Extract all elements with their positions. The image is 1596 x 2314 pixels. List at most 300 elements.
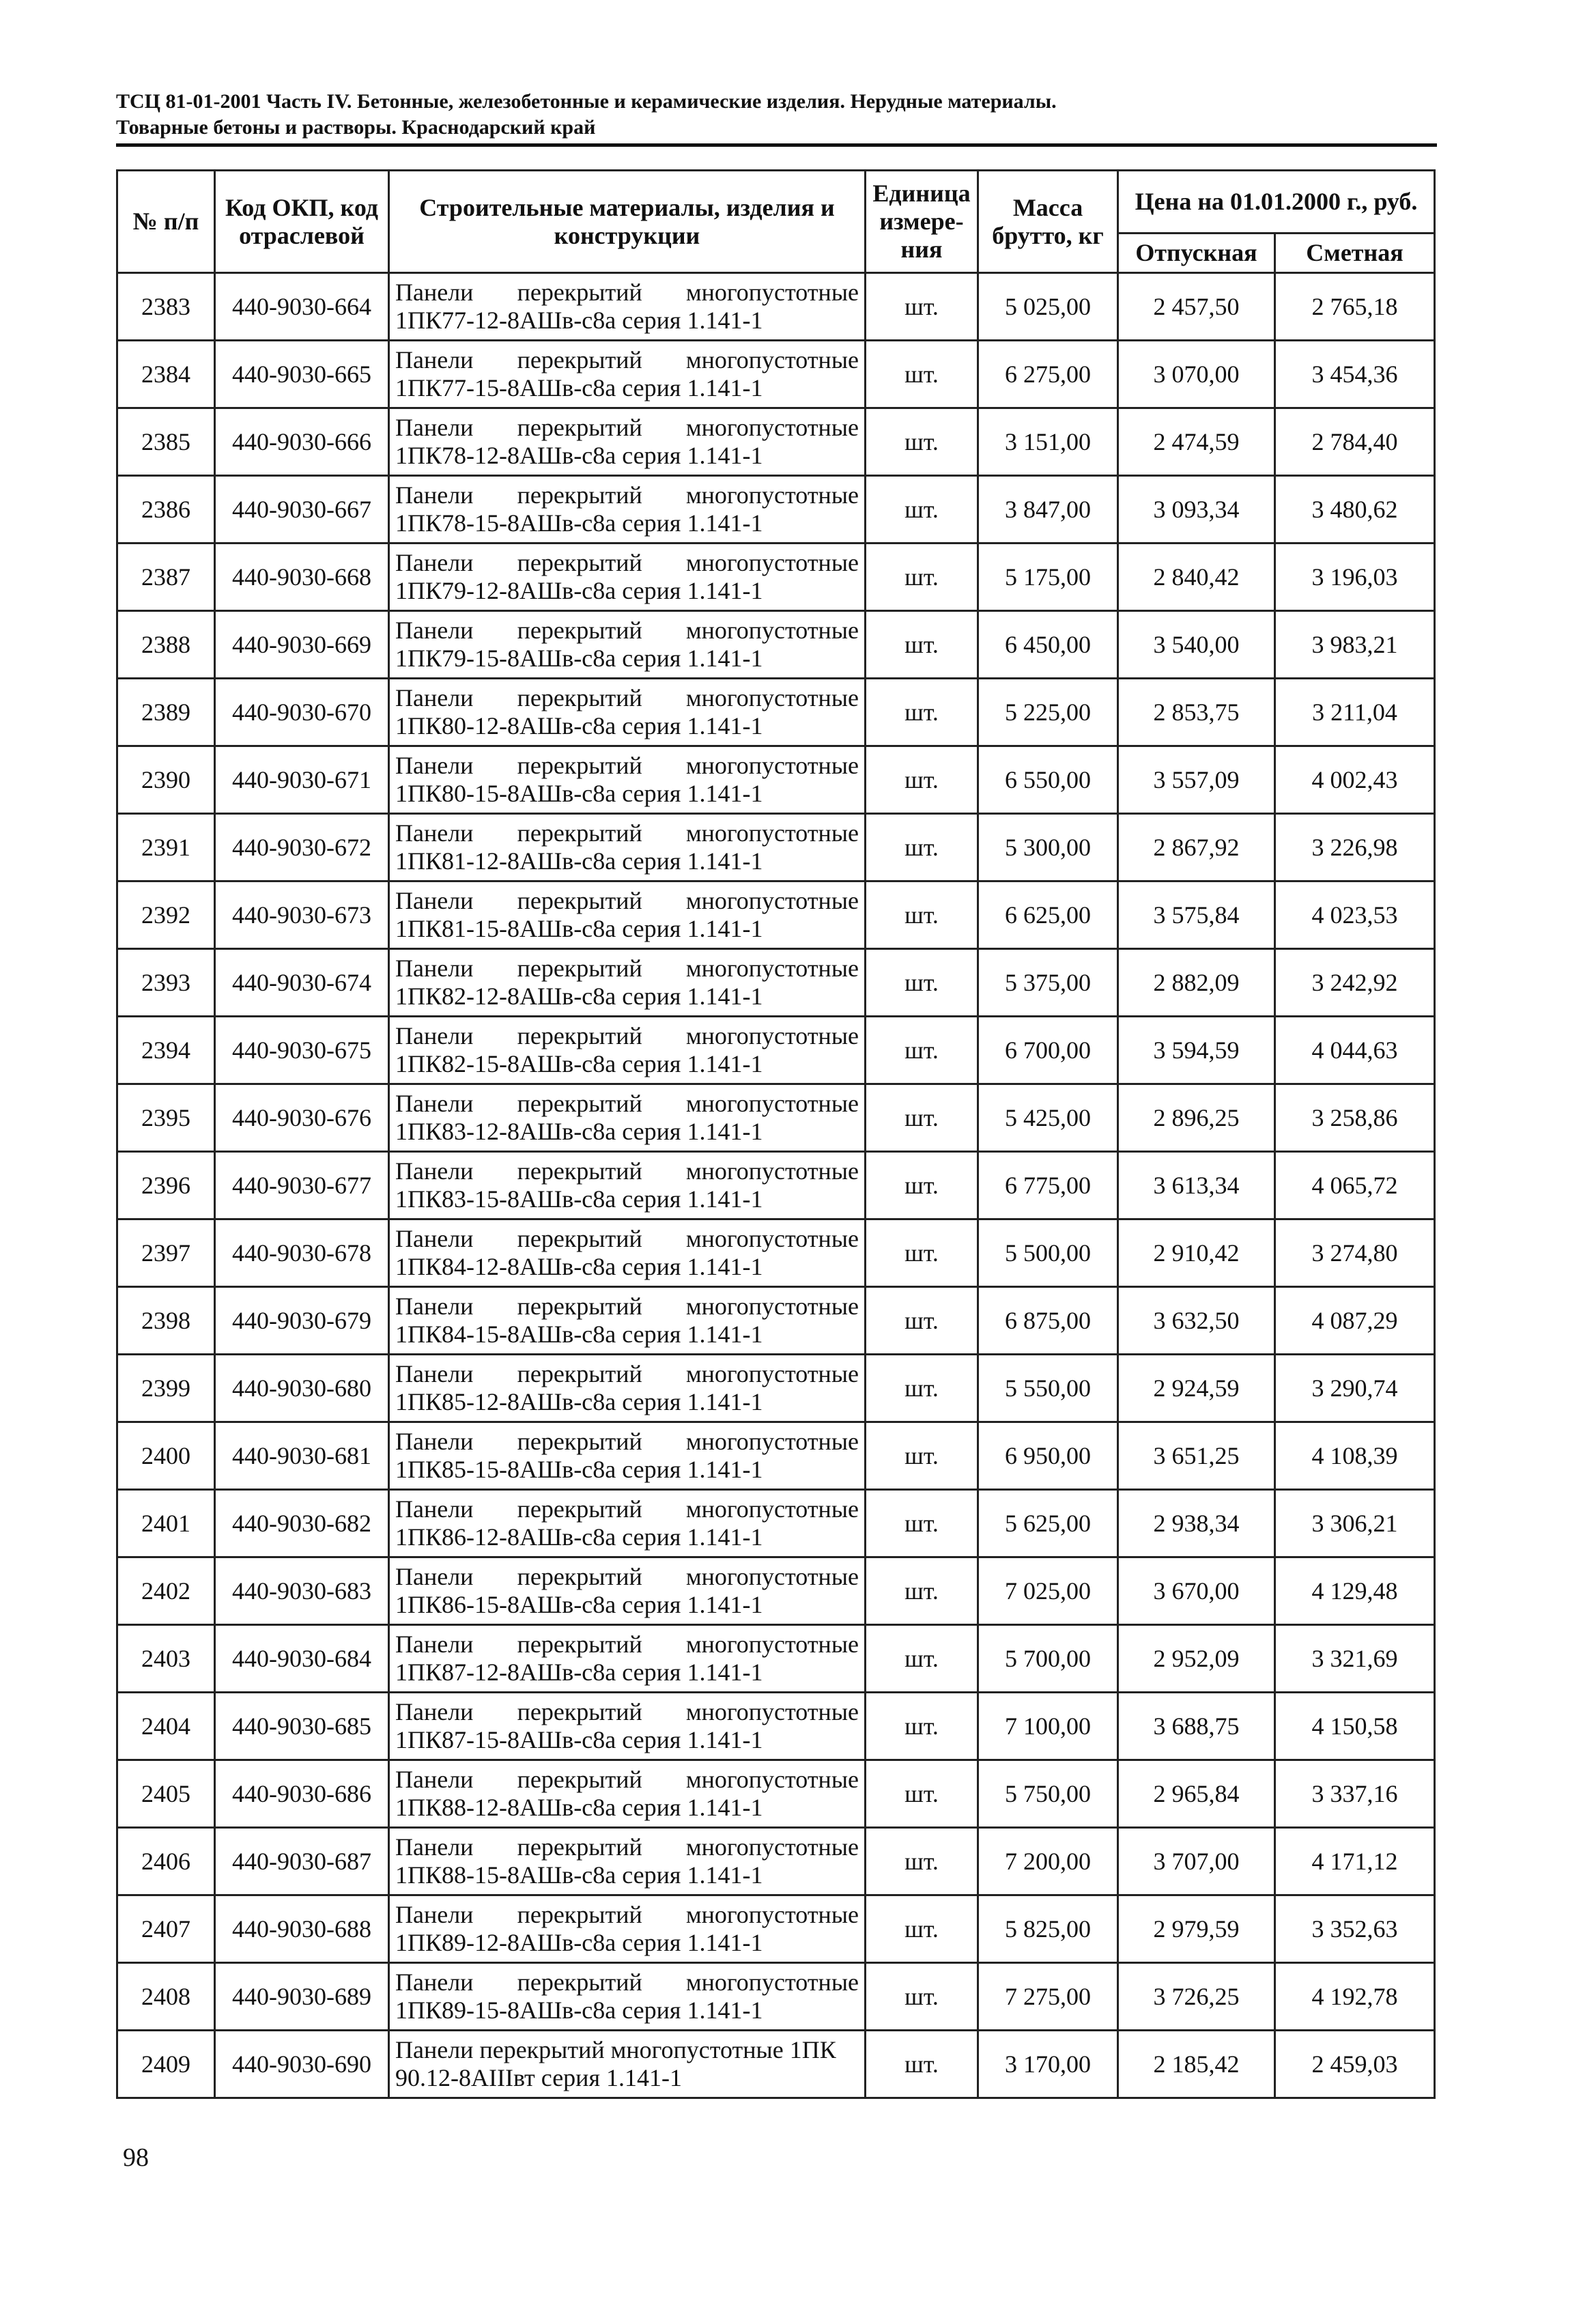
- row-mass: 5 300,00: [978, 814, 1118, 881]
- material-word-1: Панели: [395, 752, 474, 779]
- material-line-1: [395, 2036, 859, 2064]
- table-row: [117, 2031, 1435, 2098]
- material-word-2: перекрытий: [517, 1293, 642, 1320]
- row-unit: шт.: [866, 341, 978, 408]
- row-okp-code: 440-9030-667: [215, 476, 389, 544]
- row-material: [389, 273, 866, 341]
- row-unit: шт.: [866, 1084, 978, 1152]
- row-number: 2401: [117, 1490, 215, 1557]
- material-line-1: [395, 1631, 859, 1659]
- material-word-1: Панели: [395, 1022, 474, 1049]
- material-line-1: [395, 684, 859, 712]
- material-word-1: Панели: [395, 617, 474, 644]
- row-release-price: 2 938,34: [1118, 1490, 1275, 1557]
- material-word-2: перекрытий: [517, 1563, 642, 1590]
- row-release-price: 2 867,92: [1118, 814, 1275, 881]
- row-mass: 6 275,00: [978, 341, 1118, 408]
- row-mass: 6 625,00: [978, 881, 1118, 949]
- material-line-2: 1ПК83-12-8АШв-с8а серия 1.141-1: [395, 1118, 763, 1145]
- table-row: [117, 1760, 1435, 1828]
- material-word-1: Панели: [395, 1495, 474, 1523]
- material-line-1: [395, 1698, 859, 1726]
- material-word-1: Панели: [395, 1563, 474, 1590]
- row-estimate-price: 4 065,72: [1275, 1152, 1435, 1219]
- material-word-2: перекрытий: [517, 887, 642, 914]
- material-line-2: 1ПК77-15-8АШв-с8а серия 1.141-1: [395, 374, 763, 401]
- row-material: [389, 408, 866, 476]
- material-word-1: Панели: [395, 1225, 474, 1252]
- row-estimate-price: 3 352,63: [1275, 1895, 1435, 1963]
- row-unit: шт.: [866, 611, 978, 679]
- row-number: 2394: [117, 1017, 215, 1084]
- header-estimate-price: Сметная: [1275, 234, 1435, 273]
- table-row: [117, 1557, 1435, 1625]
- row-number: 2395: [117, 1084, 215, 1152]
- material-word-1: Панели: [395, 1090, 474, 1117]
- row-unit: шт.: [866, 881, 978, 949]
- row-okp-code: 440-9030-678: [215, 1219, 389, 1287]
- row-okp-code: 440-9030-689: [215, 1963, 389, 2031]
- material-line-1: [395, 1563, 859, 1591]
- row-number: 2409: [117, 2031, 215, 2098]
- row-material: [389, 1963, 866, 2031]
- row-okp-code: 440-9030-686: [215, 1760, 389, 1828]
- material-line-1: [395, 481, 859, 509]
- row-okp-code: 440-9030-688: [215, 1895, 389, 1963]
- row-release-price: 2 924,59: [1118, 1355, 1275, 1422]
- row-mass: 5 225,00: [978, 679, 1118, 746]
- header-unit: Единица измере-ния: [866, 171, 978, 273]
- material-line-2: 1ПК80-12-8АШв-с8а серия 1.141-1: [395, 712, 763, 739]
- row-release-price: 3 557,09: [1118, 746, 1275, 814]
- table-row: [117, 1017, 1435, 1084]
- material-word-3: многопустотные: [685, 819, 859, 847]
- row-unit: шт.: [866, 746, 978, 814]
- row-release-price: 2 457,50: [1118, 273, 1275, 341]
- row-okp-code: 440-9030-674: [215, 949, 389, 1017]
- row-mass: 5 375,00: [978, 949, 1118, 1017]
- row-unit: шт.: [866, 476, 978, 544]
- header-price: Цена на 01.01.2000 г., руб.: [1118, 171, 1435, 234]
- material-word-3: многопустотные: [685, 279, 859, 306]
- material-word-3: многопустотные: [685, 1495, 859, 1523]
- table-row: [117, 1693, 1435, 1760]
- material-word-3: многопустотные: [685, 752, 859, 779]
- row-number: 2390: [117, 746, 215, 814]
- row-okp-code: 440-9030-668: [215, 544, 389, 611]
- row-release-price: 3 070,00: [1118, 341, 1275, 408]
- material-line-2: 1ПК83-15-8АШв-с8а серия 1.141-1: [395, 1185, 763, 1213]
- table-row: [117, 1152, 1435, 1219]
- row-mass: 6 550,00: [978, 746, 1118, 814]
- header-line-1: ТСЦ 81-01-2001 Часть IV. Бетонные, железобетонные и керамические изделия. Нерудные материалы.: [116, 90, 1057, 113]
- row-okp-code: 440-9030-679: [215, 1287, 389, 1355]
- row-mass: 7 100,00: [978, 1693, 1118, 1760]
- row-mass: 7 025,00: [978, 1557, 1118, 1625]
- row-okp-code: 440-9030-675: [215, 1017, 389, 1084]
- row-estimate-price: 3 321,69: [1275, 1625, 1435, 1693]
- row-okp-code: 440-9030-676: [215, 1084, 389, 1152]
- row-unit: шт.: [866, 1017, 978, 1084]
- page-number: 98: [123, 2143, 149, 2172]
- row-material: [389, 544, 866, 611]
- material-word-1: Панели: [395, 1698, 474, 1725]
- material-line-1: [395, 1495, 859, 1523]
- row-material: [389, 881, 866, 949]
- row-unit: шт.: [866, 1625, 978, 1693]
- material-line-1: [395, 1833, 859, 1861]
- row-number: 2385: [117, 408, 215, 476]
- row-unit: шт.: [866, 1963, 978, 2031]
- material-line-2: 1ПК82-12-8АШв-с8а серия 1.141-1: [395, 983, 763, 1010]
- row-number: 2384: [117, 341, 215, 408]
- material-line-1: [395, 1360, 859, 1388]
- row-estimate-price: 4 192,78: [1275, 1963, 1435, 2031]
- row-number: 2391: [117, 814, 215, 881]
- row-release-price: 3 726,25: [1118, 1963, 1275, 2031]
- material-line-1: [395, 1022, 859, 1050]
- row-material: [389, 1152, 866, 1219]
- row-release-price: 3 540,00: [1118, 611, 1275, 679]
- row-number: 2387: [117, 544, 215, 611]
- row-number: 2386: [117, 476, 215, 544]
- material-line-1: [395, 617, 859, 645]
- material-word-1: Панели: [395, 819, 474, 847]
- material-word-2: перекрытий: [517, 1428, 642, 1455]
- row-release-price: 2 896,25: [1118, 1084, 1275, 1152]
- material-word-3: многопустотные: [685, 1022, 859, 1049]
- header-line-2: Товарные бетоны и растворы. Краснодарский край: [116, 116, 596, 139]
- material-word-3: многопустотные: [685, 955, 859, 982]
- row-number: 2397: [117, 1219, 215, 1287]
- row-unit: шт.: [866, 544, 978, 611]
- material-word-1: Панели: [395, 1969, 474, 1996]
- row-material: [389, 1219, 866, 1287]
- row-mass: 5 825,00: [978, 1895, 1118, 1963]
- row-estimate-price: 3 211,04: [1275, 679, 1435, 746]
- row-estimate-price: 3 983,21: [1275, 611, 1435, 679]
- row-mass: 6 875,00: [978, 1287, 1118, 1355]
- material-word-2: перекрытий: [517, 1766, 642, 1793]
- material-word-3: многопустотные: [685, 346, 859, 373]
- material-word-1: Панели: [395, 1157, 474, 1185]
- row-unit: шт.: [866, 1895, 978, 1963]
- row-okp-code: 440-9030-680: [215, 1355, 389, 1422]
- row-release-price: 3 575,84: [1118, 881, 1275, 949]
- row-unit: шт.: [866, 1219, 978, 1287]
- material-word-3: многопустотные: [685, 1157, 859, 1185]
- row-unit: шт.: [866, 1152, 978, 1219]
- material-word-1: Панели: [395, 1360, 474, 1387]
- row-okp-code: 440-9030-684: [215, 1625, 389, 1693]
- row-estimate-price: 4 087,29: [1275, 1287, 1435, 1355]
- row-okp-code: 440-9030-666: [215, 408, 389, 476]
- row-release-price: 3 688,75: [1118, 1693, 1275, 1760]
- row-mass: 5 175,00: [978, 544, 1118, 611]
- material-word-3: многопустотные: [685, 684, 859, 711]
- row-number: 2404: [117, 1693, 215, 1760]
- table-row: [117, 949, 1435, 1017]
- row-number: 2399: [117, 1355, 215, 1422]
- material-line-2: 1ПК87-12-8АШв-с8а серия 1.141-1: [395, 1659, 763, 1686]
- material-line-2: 1ПК79-15-8АШв-с8а серия 1.141-1: [395, 645, 763, 672]
- material-word-1: Панели: [395, 346, 474, 373]
- header-code: Код ОКП, код отраслевой: [215, 171, 389, 273]
- row-estimate-price: 3 480,62: [1275, 476, 1435, 544]
- row-mass: 5 025,00: [978, 273, 1118, 341]
- row-number: 2407: [117, 1895, 215, 1963]
- row-estimate-price: 3 274,80: [1275, 1219, 1435, 1287]
- material-line-1: [395, 1225, 859, 1253]
- table-body: [117, 273, 1435, 2098]
- row-mass: 5 500,00: [978, 1219, 1118, 1287]
- row-release-price: 3 093,34: [1118, 476, 1275, 544]
- material-word-3: многопустотные: [685, 1901, 859, 1928]
- row-estimate-price: 3 226,98: [1275, 814, 1435, 881]
- material-word-3: многопустотные: [685, 414, 859, 441]
- material-word-1: Панели: [395, 279, 474, 306]
- row-number: 2389: [117, 679, 215, 746]
- material-word-3: многопустотные: [685, 549, 859, 576]
- table-row: [117, 1828, 1435, 1895]
- material-word-3: многопустотные: [685, 1969, 859, 1996]
- material-word-3: многопустотные: [685, 1360, 859, 1387]
- material-word-1: Панели: [395, 684, 474, 711]
- row-material: [389, 679, 866, 746]
- material-word-2: перекрытий: [517, 684, 642, 711]
- row-unit: шт.: [866, 1557, 978, 1625]
- row-release-price: 2 840,42: [1118, 544, 1275, 611]
- material-word-3: многопустотные: [685, 1631, 859, 1658]
- material-word-3: многопустотные: [685, 887, 859, 914]
- row-mass: 6 950,00: [978, 1422, 1118, 1490]
- row-unit: шт.: [866, 949, 978, 1017]
- table-row: [117, 544, 1435, 611]
- row-unit: шт.: [866, 1828, 978, 1895]
- row-unit: шт.: [866, 1490, 978, 1557]
- row-estimate-price: 3 196,03: [1275, 544, 1435, 611]
- row-mass: 7 200,00: [978, 1828, 1118, 1895]
- row-material: [389, 2031, 866, 2098]
- row-estimate-price: 2 459,03: [1275, 2031, 1435, 2098]
- row-mass: 7 275,00: [978, 1963, 1118, 2031]
- material-line-2: 1ПК77-12-8АШв-с8а серия 1.141-1: [395, 307, 763, 334]
- table-row: [117, 746, 1435, 814]
- row-number: 2393: [117, 949, 215, 1017]
- material-word-3: многопустотные: [685, 1090, 859, 1117]
- row-unit: шт.: [866, 679, 978, 746]
- table-row: [117, 1895, 1435, 1963]
- row-okp-code: 440-9030-685: [215, 1693, 389, 1760]
- material-line-1: [395, 819, 859, 847]
- row-mass: 5 700,00: [978, 1625, 1118, 1693]
- row-unit: шт.: [866, 1355, 978, 1422]
- material-line-2: 1ПК86-12-8АШв-с8а серия 1.141-1: [395, 1523, 763, 1551]
- material-word-1: Панели перекрытий многопустотные 1ПК: [395, 2036, 836, 2063]
- row-mass: 5 625,00: [978, 1490, 1118, 1557]
- material-line-1: [395, 549, 859, 577]
- material-line-2: 1ПК80-15-8АШв-с8а серия 1.141-1: [395, 780, 763, 807]
- table-row: [117, 1422, 1435, 1490]
- row-number: 2402: [117, 1557, 215, 1625]
- row-unit: шт.: [866, 814, 978, 881]
- material-word-1: Панели: [395, 414, 474, 441]
- table-row: [117, 611, 1435, 679]
- row-unit: шт.: [866, 273, 978, 341]
- row-okp-code: 440-9030-690: [215, 2031, 389, 2098]
- row-material: [389, 1490, 866, 1557]
- material-word-2: перекрытий: [517, 955, 642, 982]
- material-line-2: 1ПК85-12-8АШв-с8а серия 1.141-1: [395, 1388, 763, 1415]
- row-okp-code: 440-9030-670: [215, 679, 389, 746]
- row-unit: шт.: [866, 1422, 978, 1490]
- material-word-1: Панели: [395, 481, 474, 509]
- material-line-2: 1ПК84-15-8АШв-с8а серия 1.141-1: [395, 1321, 763, 1348]
- row-estimate-price: 4 108,39: [1275, 1422, 1435, 1490]
- material-word-1: Панели: [395, 1293, 474, 1320]
- table-header: [117, 171, 1435, 273]
- row-number: 2388: [117, 611, 215, 679]
- header-rule: [116, 143, 1437, 147]
- material-line-2: 1ПК88-12-8АШв-с8а серия 1.141-1: [395, 1794, 763, 1821]
- material-word-2: перекрытий: [517, 1698, 642, 1725]
- material-word-2: перекрытий: [517, 279, 642, 306]
- material-word-1: Панели: [395, 549, 474, 576]
- row-okp-code: 440-9030-687: [215, 1828, 389, 1895]
- material-line-2: 1ПК88-15-8АШв-с8а серия 1.141-1: [395, 1861, 763, 1889]
- material-word-2: перекрытий: [517, 1901, 642, 1928]
- row-release-price: 2 979,59: [1118, 1895, 1275, 1963]
- row-release-price: 2 910,42: [1118, 1219, 1275, 1287]
- row-number: 2383: [117, 273, 215, 341]
- material-line-1: [395, 279, 859, 307]
- row-material: [389, 341, 866, 408]
- row-number: 2400: [117, 1422, 215, 1490]
- material-word-2: перекрытий: [517, 1631, 642, 1658]
- row-number: 2398: [117, 1287, 215, 1355]
- row-release-price: 3 594,59: [1118, 1017, 1275, 1084]
- row-release-price: 3 651,25: [1118, 1422, 1275, 1490]
- row-number: 2396: [117, 1152, 215, 1219]
- table-row: [117, 1625, 1435, 1693]
- material-line-1: [395, 887, 859, 915]
- table-row: [117, 679, 1435, 746]
- row-mass: 5 750,00: [978, 1760, 1118, 1828]
- material-word-1: Панели: [395, 1901, 474, 1928]
- material-line-2: 1ПК87-15-8АШв-с8а серия 1.141-1: [395, 1726, 763, 1753]
- row-estimate-price: 4 129,48: [1275, 1557, 1435, 1625]
- row-okp-code: 440-9030-665: [215, 341, 389, 408]
- row-material: [389, 1422, 866, 1490]
- row-estimate-price: 3 290,74: [1275, 1355, 1435, 1422]
- material-line-1: [395, 1428, 859, 1456]
- row-estimate-price: 4 023,53: [1275, 881, 1435, 949]
- material-line-1: [395, 1766, 859, 1794]
- row-number: 2403: [117, 1625, 215, 1693]
- row-release-price: 3 707,00: [1118, 1828, 1275, 1895]
- row-okp-code: 440-9030-673: [215, 881, 389, 949]
- row-mass: 6 450,00: [978, 611, 1118, 679]
- header-material: Строительные материалы, изделия и конструкции: [389, 171, 866, 273]
- table-row: [117, 476, 1435, 544]
- material-word-1: Панели: [395, 887, 474, 914]
- row-material: [389, 611, 866, 679]
- header-num: № п/п: [117, 171, 215, 273]
- row-okp-code: 440-9030-682: [215, 1490, 389, 1557]
- row-estimate-price: 2 765,18: [1275, 273, 1435, 341]
- row-estimate-price: 2 784,40: [1275, 408, 1435, 476]
- material-line-1: [395, 955, 859, 983]
- material-word-1: Панели: [395, 1833, 474, 1861]
- row-number: 2392: [117, 881, 215, 949]
- row-release-price: 2 474,59: [1118, 408, 1275, 476]
- material-word-2: перекрытий: [517, 617, 642, 644]
- material-word-3: многопустотные: [685, 1293, 859, 1320]
- table-row: [117, 1355, 1435, 1422]
- material-word-2: перекрытий: [517, 1360, 642, 1387]
- material-word-2: перекрытий: [517, 752, 642, 779]
- material-line-2: 1ПК81-12-8АШв-с8а серия 1.141-1: [395, 847, 763, 875]
- material-word-3: многопустотные: [685, 481, 859, 509]
- material-word-1: Панели: [395, 1631, 474, 1658]
- row-okp-code: 440-9030-672: [215, 814, 389, 881]
- row-okp-code: 440-9030-683: [215, 1557, 389, 1625]
- row-estimate-price: 4 044,63: [1275, 1017, 1435, 1084]
- row-mass: 6 700,00: [978, 1017, 1118, 1084]
- row-unit: шт.: [866, 1760, 978, 1828]
- header-release-price: Отпускная: [1118, 234, 1275, 273]
- row-material: [389, 1895, 866, 1963]
- material-word-2: перекрытий: [517, 1090, 642, 1117]
- row-mass: 5 425,00: [978, 1084, 1118, 1152]
- table-row: [117, 814, 1435, 881]
- material-line-2: 90.12-8АIIIвт серия 1.141-1: [395, 2064, 682, 2091]
- material-line-1: [395, 1901, 859, 1929]
- row-estimate-price: 3 242,92: [1275, 949, 1435, 1017]
- row-material: [389, 1355, 866, 1422]
- row-material: [389, 814, 866, 881]
- row-material: [389, 949, 866, 1017]
- material-word-3: многопустотные: [685, 1225, 859, 1252]
- material-line-1: [395, 414, 859, 442]
- material-word-2: перекрытий: [517, 1969, 642, 1996]
- price-table: [116, 169, 1436, 2099]
- material-line-2: 1ПК89-15-8АШв-с8а серия 1.141-1: [395, 1996, 763, 2024]
- material-word-2: перекрытий: [517, 1833, 642, 1861]
- material-word-3: многопустотные: [685, 1563, 859, 1590]
- material-word-1: Панели: [395, 1766, 474, 1793]
- row-release-price: 2 952,09: [1118, 1625, 1275, 1693]
- row-mass: 5 550,00: [978, 1355, 1118, 1422]
- row-release-price: 2 853,75: [1118, 679, 1275, 746]
- material-line-2: 1ПК78-12-8АШв-с8а серия 1.141-1: [395, 442, 763, 469]
- row-material: [389, 746, 866, 814]
- material-word-2: перекрытий: [517, 346, 642, 373]
- row-material: [389, 1625, 866, 1693]
- material-line-1: [395, 752, 859, 780]
- row-okp-code: 440-9030-671: [215, 746, 389, 814]
- material-line-2: 1ПК89-12-8АШв-с8а серия 1.141-1: [395, 1929, 763, 1956]
- document-header: [116, 89, 1434, 141]
- row-estimate-price: 4 171,12: [1275, 1828, 1435, 1895]
- row-material: [389, 1287, 866, 1355]
- row-mass: 6 775,00: [978, 1152, 1118, 1219]
- row-release-price: 2 965,84: [1118, 1760, 1275, 1828]
- material-word-1: Панели: [395, 1428, 474, 1455]
- table-row: [117, 881, 1435, 949]
- table-row: [117, 1490, 1435, 1557]
- material-line-1: [395, 1293, 859, 1321]
